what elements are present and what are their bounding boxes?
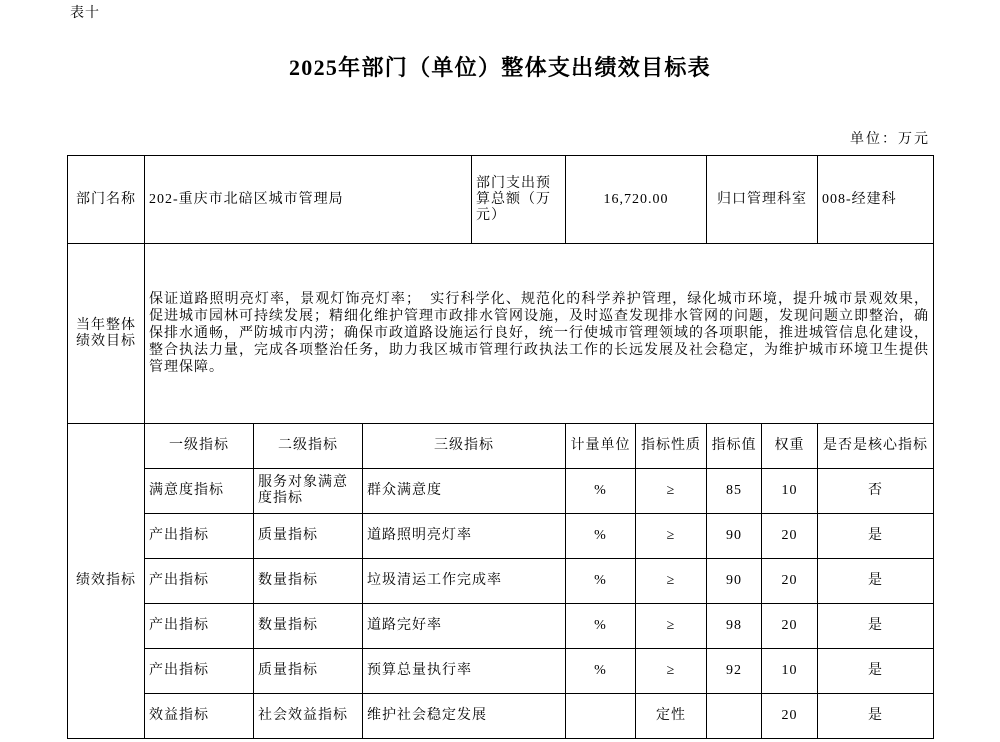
row-2-nature: ≥ (636, 514, 707, 559)
row-4-level2: 数量指标 (254, 604, 363, 649)
indicator-row (68, 649, 934, 694)
header-nature: 指标性质 (636, 424, 707, 469)
annual-goal-text: 保证道路照明亮灯率，景观灯饰亮灯率； 实行科学化、规范化的科学养护管理，绿化城市环境，提升城市景观效果，促进城市园林可持续发展；精细化维护管理市政排水管网设施，及时巡查发现排水管网的问题，发现问题立即整治，确保排水通畅，严防城市内涝；确保市政道路设施运行良好，统一行使城市管理领域的各项职能，推进城管信息化建设，整合执法力量，完成各项整治任务，助力我区城市管理行政执法工作的长远发展及社会稳定，为维护城市环境卫生提供管理保障。 (145, 244, 934, 424)
row-1-weight: 10 (762, 469, 818, 514)
row-6-value (707, 694, 762, 739)
row-1-unit: % (566, 469, 636, 514)
indicators-section-label: 绩效指标 (68, 424, 145, 739)
indicator-row (68, 604, 934, 649)
header-level2: 二级指标 (254, 424, 363, 469)
header-value: 指标值 (707, 424, 762, 469)
department-name-value: 202-重庆市北碚区城市管理局 (145, 156, 472, 244)
row-5-level1: 产出指标 (145, 649, 254, 694)
row-1-is-core: 否 (818, 469, 934, 514)
header-level1: 一级指标 (145, 424, 254, 469)
page-title: 2025年部门（单位）整体支出绩效目标表 (288, 55, 711, 80)
row-4-is-core: 是 (818, 604, 934, 649)
row-6-is-core: 是 (818, 694, 934, 739)
row-5-nature: ≥ (636, 649, 707, 694)
row-4-level3: 道路完好率 (363, 604, 566, 649)
row-2-level3: 道路照明亮灯率 (363, 514, 566, 559)
row-2-value: 90 (707, 514, 762, 559)
row-3-level2: 数量指标 (254, 559, 363, 604)
budget-total-label: 部门支出预算总额（万元） (472, 156, 566, 244)
row-2-unit: % (566, 514, 636, 559)
row-5-level3: 预算总量执行率 (363, 649, 566, 694)
row-1-level2: 服务对象满意度指标 (254, 469, 363, 514)
annual-goal-label: 当年整体绩效目标 (68, 244, 145, 424)
row-1-level3: 群众满意度 (363, 469, 566, 514)
row-6-level3: 维护社会稳定发展 (363, 694, 566, 739)
unit-note: 单位：万元 (850, 132, 930, 147)
row-3-level1: 产出指标 (145, 559, 254, 604)
department-row (68, 156, 934, 244)
header-level3: 三级指标 (363, 424, 566, 469)
budget-total-value: 16,720.00 (566, 156, 707, 244)
row-5-is-core: 是 (818, 649, 934, 694)
row-4-level1: 产出指标 (145, 604, 254, 649)
row-3-level3: 垃圾清运工作完成率 (363, 559, 566, 604)
row-2-level1: 产出指标 (145, 514, 254, 559)
annual-goal-row (68, 244, 934, 424)
row-1-nature: ≥ (636, 469, 707, 514)
row-5-value: 92 (707, 649, 762, 694)
row-2-level2: 质量指标 (254, 514, 363, 559)
row-3-is-core: 是 (818, 559, 934, 604)
performance-target-table (67, 155, 934, 739)
row-4-nature: ≥ (636, 604, 707, 649)
indicator-row (68, 694, 934, 739)
row-6-level1: 效益指标 (145, 694, 254, 739)
row-4-weight: 20 (762, 604, 818, 649)
row-1-value: 85 (707, 469, 762, 514)
row-4-unit: % (566, 604, 636, 649)
row-2-is-core: 是 (818, 514, 934, 559)
row-2-weight: 20 (762, 514, 818, 559)
office-value: 008-经建科 (818, 156, 934, 244)
row-5-weight: 10 (762, 649, 818, 694)
row-6-nature: 定性 (636, 694, 707, 739)
indicator-row (68, 514, 934, 559)
table-number: 表十 (70, 6, 100, 21)
row-6-weight: 20 (762, 694, 818, 739)
row-6-level2: 社会效益指标 (254, 694, 363, 739)
row-6-unit (566, 694, 636, 739)
row-1-level1: 满意度指标 (145, 469, 254, 514)
header-weight: 权重 (762, 424, 818, 469)
header-is-core: 是否是核心指标 (818, 424, 934, 469)
row-5-level2: 质量指标 (254, 649, 363, 694)
department-name-label: 部门名称 (68, 156, 145, 244)
row-3-unit: % (566, 559, 636, 604)
office-label: 归口管理科室 (707, 156, 818, 244)
header-unit: 计量单位 (566, 424, 636, 469)
row-3-weight: 20 (762, 559, 818, 604)
row-5-unit: % (566, 649, 636, 694)
row-3-value: 90 (707, 559, 762, 604)
indicator-row (68, 559, 934, 604)
indicator-header-row (68, 424, 934, 469)
row-3-nature: ≥ (636, 559, 707, 604)
indicator-row (68, 469, 934, 514)
row-4-value: 98 (707, 604, 762, 649)
